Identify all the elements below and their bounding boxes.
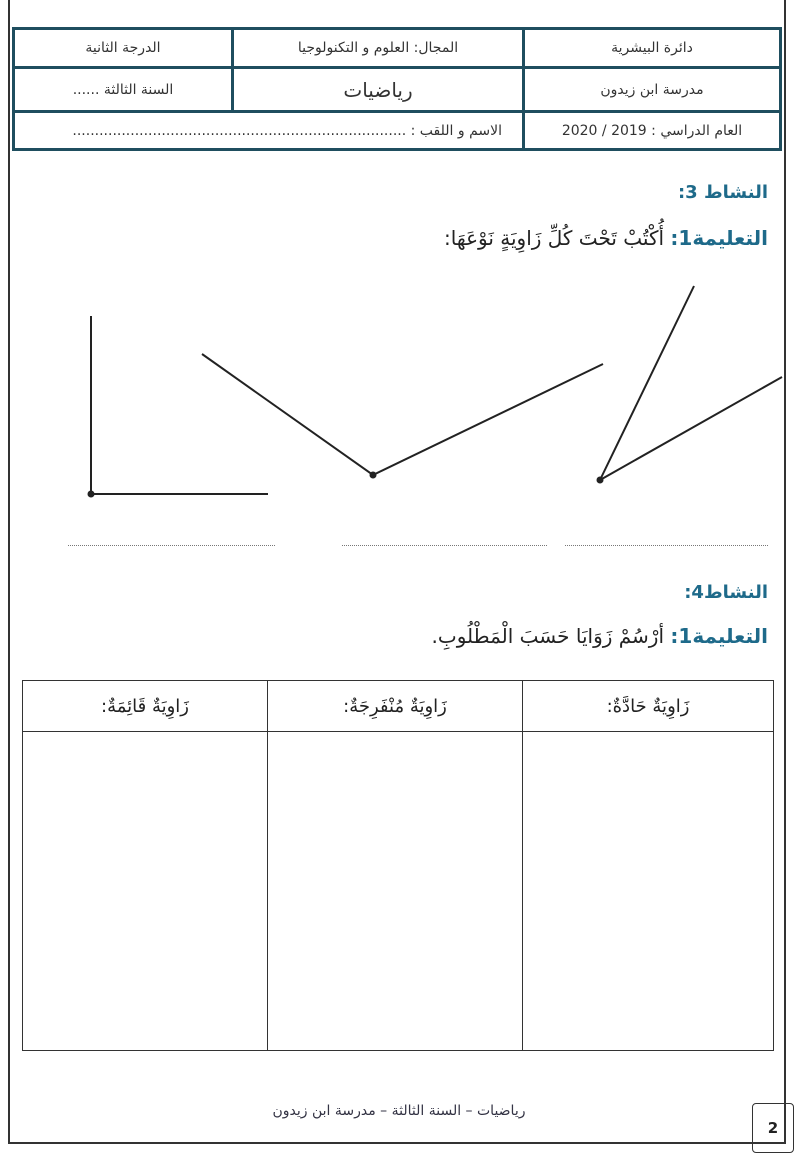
grade-label: السنة الثالثة ...... [72,81,174,98]
school-year: العام الدراسي : 2019 / 2020 [561,122,743,139]
subject-title: رياضيات [343,77,413,102]
right-angle [88,316,269,498]
answer-line[interactable] [565,545,768,546]
answer-line[interactable] [342,545,547,546]
school-name: مدرسة ابن زيدون [600,81,704,98]
column-right: زَاوِيَةٌ قَائِمَةٌ: [101,695,189,717]
activity3-title: النشاط 3: [677,182,768,203]
domain-label: المجال: العلوم و التكنولوجيا [297,40,459,56]
obtuse-angle [202,354,603,479]
divider [23,731,773,732]
divider [267,681,268,1050]
drawing-table [22,680,774,1051]
column-obtuse: زَاوِيَةٌ مُنْفَرِجَةٌ: [343,695,447,717]
level-label: الدرجة الثانية [85,40,161,56]
instruction-label: التعليمة1: [670,226,768,250]
district-label: دائرة البيشرية [611,40,693,56]
activity4-title: النشاط4: [684,582,768,603]
instruction-text: أُكْتُبْ تَحْتَ كُلِّ زَاوِيَةٍ نَوْعَهَا: [444,226,671,250]
angles-figure [0,0,798,560]
name-field[interactable]: الاسم و اللقب : ........................................................................... [72,122,502,139]
acute-angle [597,286,783,484]
instruction-text: أرْسُمْ زَوَايَا حَسَبَ الْمَطْلُوبِ. [431,624,671,648]
divider [522,681,523,1050]
page-number: 2 [752,1103,794,1153]
column-acute: زَاوِيَةٌ حَادَّةٌ: [606,695,690,717]
answer-line[interactable] [68,545,275,546]
activity4-instruction [432,624,768,648]
footer-text: رياضيات – السنة الثالثة – مدرسة ابن زيدون [272,1103,526,1119]
instruction-label: التعليمة1: [670,624,768,648]
